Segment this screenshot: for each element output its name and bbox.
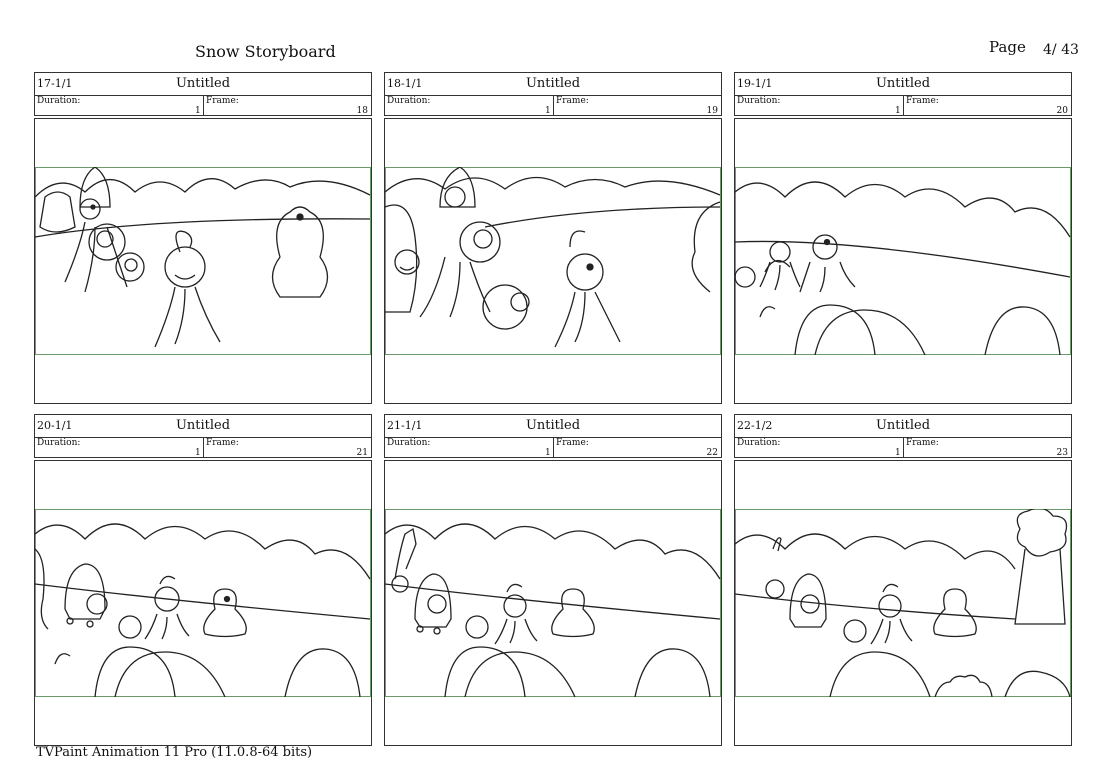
duration-label: Duration: xyxy=(387,96,431,106)
document-title: Snow Storyboard xyxy=(195,42,336,61)
frame-label: Frame: xyxy=(906,438,939,448)
panel-header xyxy=(34,72,372,116)
frame-value: 23 xyxy=(1056,448,1068,458)
footer-software-info: TVPaint Animation 11 Pro (11.0.8-64 bits) xyxy=(36,745,313,760)
panel-frame xyxy=(34,118,372,404)
frame-value: 22 xyxy=(706,448,718,458)
frame-label: Frame: xyxy=(906,96,939,106)
duration-label: Duration: xyxy=(37,438,81,448)
panel-title: Untitled xyxy=(525,76,581,91)
frame-label: Frame: xyxy=(206,96,239,106)
panel-drawing xyxy=(385,167,721,355)
duration-value: 1 xyxy=(895,106,901,116)
panel-title: Untitled xyxy=(525,418,581,433)
duration-value: 1 xyxy=(195,448,201,458)
scene-number: 20-1/1 xyxy=(37,419,73,432)
frame-label: Frame: xyxy=(556,438,589,448)
duration-label: Duration: xyxy=(387,438,431,448)
duration-value: 1 xyxy=(545,448,551,458)
scene-number: 22-1/2 xyxy=(737,419,773,432)
panel-drawing xyxy=(385,509,721,697)
panel-drawing xyxy=(735,167,1071,355)
scene-number: 18-1/1 xyxy=(387,77,423,90)
panel-drawing xyxy=(35,509,371,697)
scene-number: 21-1/1 xyxy=(387,419,423,432)
panel-header xyxy=(384,414,722,458)
duration-label: Duration: xyxy=(737,438,781,448)
panel-frame xyxy=(384,460,722,746)
frame-value: 19 xyxy=(706,106,718,116)
panel-title: Untitled xyxy=(875,418,931,433)
frame-value: 20 xyxy=(1056,106,1068,116)
panel-header xyxy=(734,414,1072,458)
scene-number: 19-1/1 xyxy=(737,77,773,90)
frame-label: Frame: xyxy=(206,438,239,448)
page-label: Page xyxy=(989,38,1026,56)
scene-number: 17-1/1 xyxy=(37,77,73,90)
frame-label: Frame: xyxy=(556,96,589,106)
duration-value: 1 xyxy=(545,106,551,116)
panel-frame xyxy=(734,118,1072,404)
panel-drawing xyxy=(735,509,1071,697)
panel-header xyxy=(734,72,1072,116)
duration-label: Duration: xyxy=(37,96,81,106)
panel-header xyxy=(384,72,722,116)
panel-title: Untitled xyxy=(175,418,231,433)
duration-value: 1 xyxy=(195,106,201,116)
panel-header xyxy=(34,414,372,458)
panel-title: Untitled xyxy=(875,76,931,91)
panel-drawing xyxy=(35,167,371,355)
panel-title: Untitled xyxy=(175,76,231,91)
panel-frame xyxy=(384,118,722,404)
duration-label: Duration: xyxy=(737,96,781,106)
page-number: 4/ 43 xyxy=(1043,42,1079,58)
frame-value: 18 xyxy=(356,106,368,116)
panel-frame xyxy=(734,460,1072,746)
frame-value: 21 xyxy=(356,448,368,458)
duration-value: 1 xyxy=(895,448,901,458)
panel-frame xyxy=(34,460,372,746)
